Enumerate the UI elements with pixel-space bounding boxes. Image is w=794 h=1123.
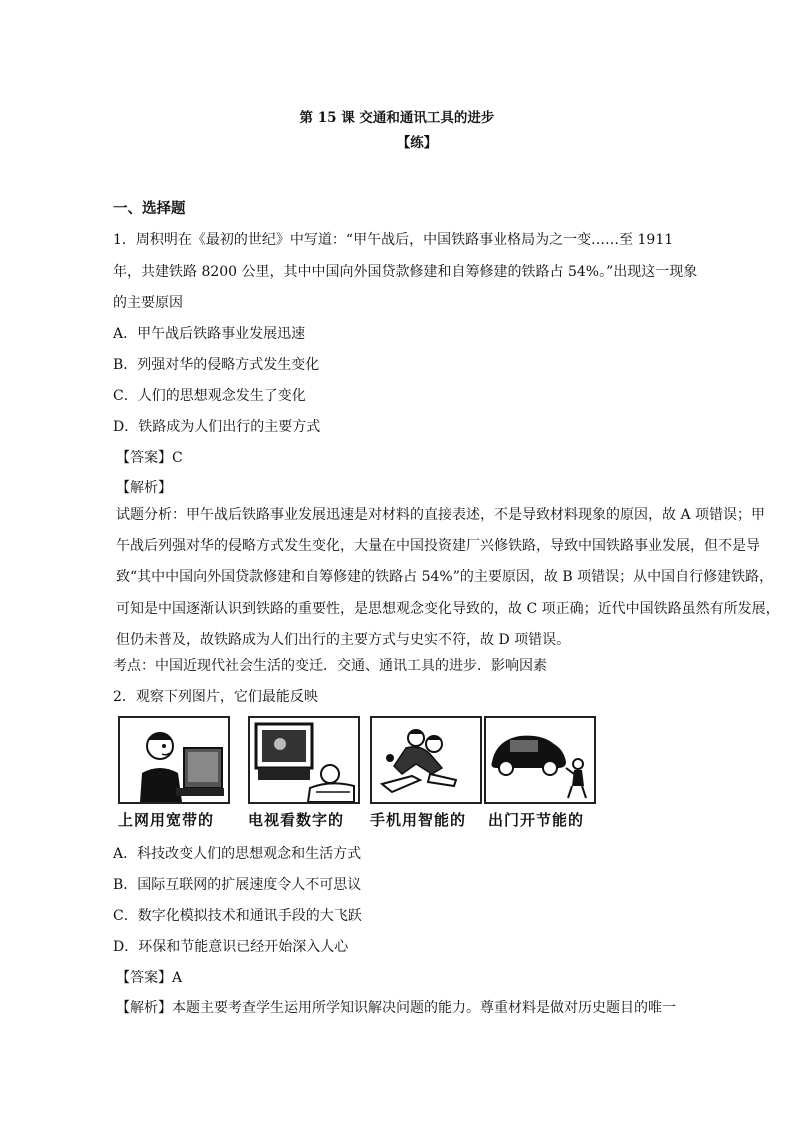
cartoon-broadband-computer: [118, 716, 230, 804]
q2-option-b: B．国际互联网的扩展速度令人不可思议: [113, 877, 362, 893]
q1-stem-line-3: 的主要原因: [113, 295, 183, 311]
q2-option-c: C．数字化模拟技术和通讯手段的大飞跃: [113, 908, 362, 924]
q1-answer: 【答案】C: [116, 450, 183, 466]
caption-broadband: 上网用宽带的: [118, 811, 215, 829]
caption-digital-tv: 电视看数字的: [248, 811, 345, 829]
q1-option-d: D．铁路成为人们出行的主要方式: [113, 419, 321, 435]
q2-answer: 【答案】A: [116, 970, 183, 986]
q1-keypoint: 考点：中国近现代社会生活的变迁．交通、通讯工具的进步．影响因素: [113, 658, 547, 674]
lesson-subtitle: 【练】: [396, 135, 438, 151]
cartoon-digital-tv: [248, 716, 360, 804]
q2-cartoon-strip: [118, 716, 600, 832]
q1-analysis-line-2: 午战后列强对华的侵略方式发生变化，大量在中国投资建厂兴修铁路，导致中国铁路事业发展，但不是导: [116, 538, 760, 554]
caption-energy-saving: 出门开节能的: [488, 811, 585, 829]
q2-stem: 2．观察下列图片，它们最能反映: [113, 689, 318, 705]
lesson-title: 第 15 课 交通和通讯工具的进步: [299, 110, 495, 126]
q1-analysis-tag: 【解析】: [116, 480, 172, 496]
q1-option-b: B．列强对华的侵略方式发生变化: [113, 357, 320, 373]
q1-analysis-line-3: 致“其中中国向外国贷款修建和自筹修建的铁路占 54%”的主要原因，故 B 项错误；从中国自行修建铁路，: [116, 569, 774, 585]
q1-analysis-line-4: 可知是中国逐渐认识到铁路的重要性，是思想观念变化导致的，故 C 项正确；近代中国铁路虽然有所发展，: [116, 601, 780, 617]
q1-option-a: A．甲午战后铁路事业发展迅速: [113, 326, 306, 342]
q2-option-a: A．科技改变人们的思想观念和生活方式: [113, 846, 362, 862]
q1-option-c: C．人们的思想观念发生了变化: [113, 388, 306, 404]
q1-stem-line-1: 1．周积明在《最初的世纪》中写道：“甲午战后，中国铁路事业格局为之一变……至 1911: [113, 232, 674, 248]
cartoon-smart-phone: [370, 716, 482, 804]
caption-smart-phone: 手机用智能的: [370, 811, 467, 829]
q2-analysis: 【解析】本题主要考查学生运用所学知识解决问题的能力。尊重材料是做对历史题目的唯一: [116, 1000, 676, 1016]
q2-option-d: D．环保和节能意识已经开始深入人心: [113, 939, 349, 955]
q1-analysis-line-1: 试题分析：甲午战后铁路事业发展迅速是对材料的直接表述，不是导致材料现象的原因，故 A 项错误；甲: [116, 507, 766, 523]
section-heading: 一、选择题: [113, 200, 186, 217]
q1-stem-line-2: 年，共建铁路 8200 公里，其中中国向外国贷款修建和自筹修建的铁路占 54%。”出现这一现象: [113, 264, 698, 280]
cartoon-energy-saving-car: [484, 716, 596, 804]
q1-analysis-line-5: 但仍未普及，故铁路成为人们出行的主要方式与史实不符，故 D 项错误。: [116, 632, 571, 648]
